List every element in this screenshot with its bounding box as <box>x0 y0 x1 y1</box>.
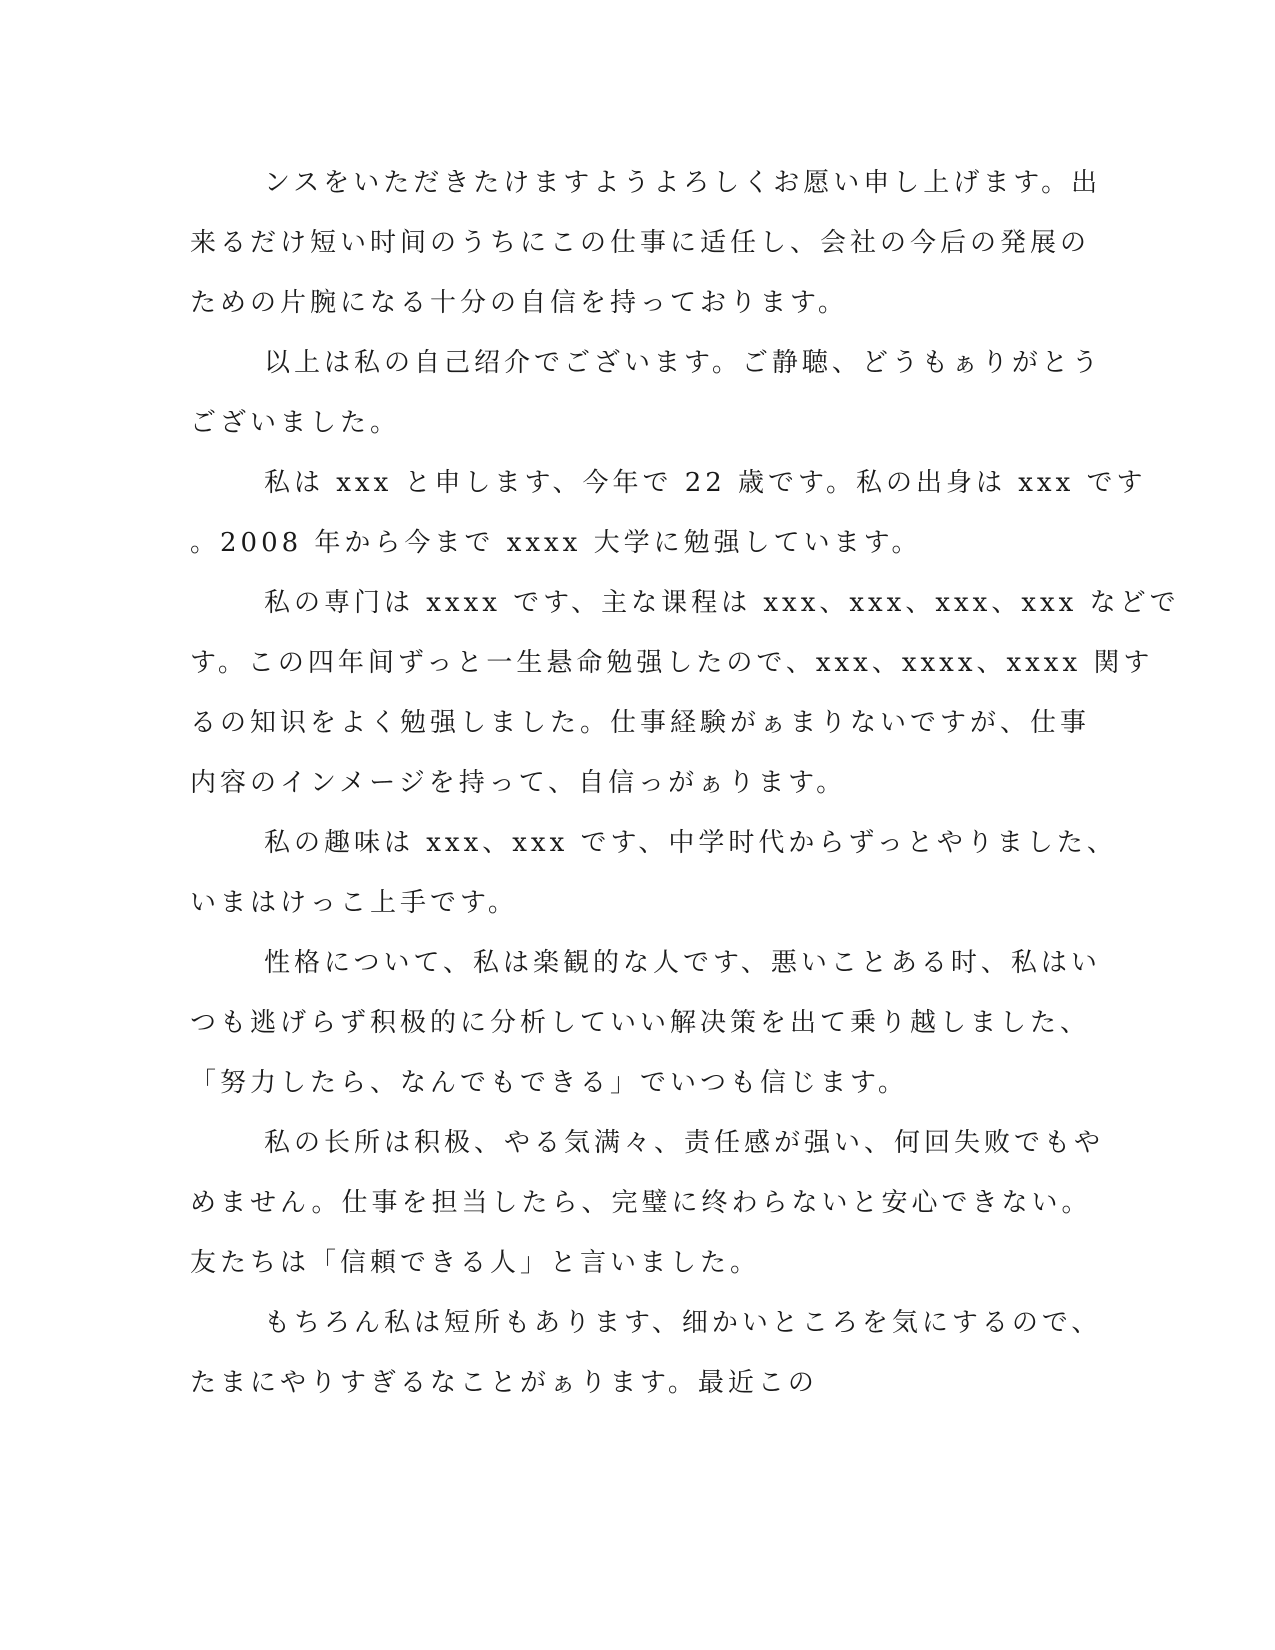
text-line: 私は xxx と申します、今年で 22 歳です。私の出身は xxx です <box>264 468 1147 498</box>
text-line: るの知识をよく勉强しました。仕事経験がぁまりないですが、仕事 <box>190 708 1091 738</box>
text-line: 内容のインメージを持って、自信っがぁります。 <box>190 768 847 798</box>
text-line: つも逃げらず积极的に分析していい解决策を出て乗り越しました、 <box>190 1008 1091 1038</box>
text-line: ございました。 <box>190 408 401 438</box>
text-line: ンスをいただきたけますようよろしくお愿い申し上げます。出 <box>264 168 1102 198</box>
text-line: 私の趣味は xxx、xxx です、中学时代からずっとやりました、 <box>264 828 1117 858</box>
text-line: もちろん私は短所もあります、细かいところを気にするので、 <box>264 1308 1102 1338</box>
text-line: す。この四年间ずっと一生悬命勉强したので、xxx、xxxx、xxxx 関す <box>190 648 1154 678</box>
text-line: 私の専门は xxxx です、主な课程は xxx、xxx、xxx、xxx などで <box>264 588 1180 618</box>
text-line: 「努力したら、なんでもできる」でいつも信じます。 <box>190 1068 908 1098</box>
text-line: めません。仕事を担当したら、完璧に终わらないと安心できない。 <box>190 1188 1092 1218</box>
text-line: ための片腕になる十分の自信を持っております。 <box>190 288 848 318</box>
text-line: 私の长所は积极、やる気满々、责任感が强い、何回失败でもや <box>264 1128 1105 1158</box>
text-line: 友たちは「信頼できる人」と言いました。 <box>190 1248 761 1278</box>
text-line: たまにやりすぎるなことがぁります。最近この <box>190 1368 818 1398</box>
text-line: 以上は私の自己绍介でございます。ご静聴、どうもぁりがとう <box>264 348 1102 378</box>
text-line: 来るだけ短い时间のうちにこの仕事に适任し、会社の今后の発展の <box>190 228 1091 258</box>
text-line: 。2008 年から今まで xxxx 大学に勉强しています。 <box>190 528 922 558</box>
text-line: 性格について、私は楽観的な人です、悪いことある时、私はい <box>264 948 1101 978</box>
text-line: いまはけっこ上手です。 <box>190 888 518 918</box>
